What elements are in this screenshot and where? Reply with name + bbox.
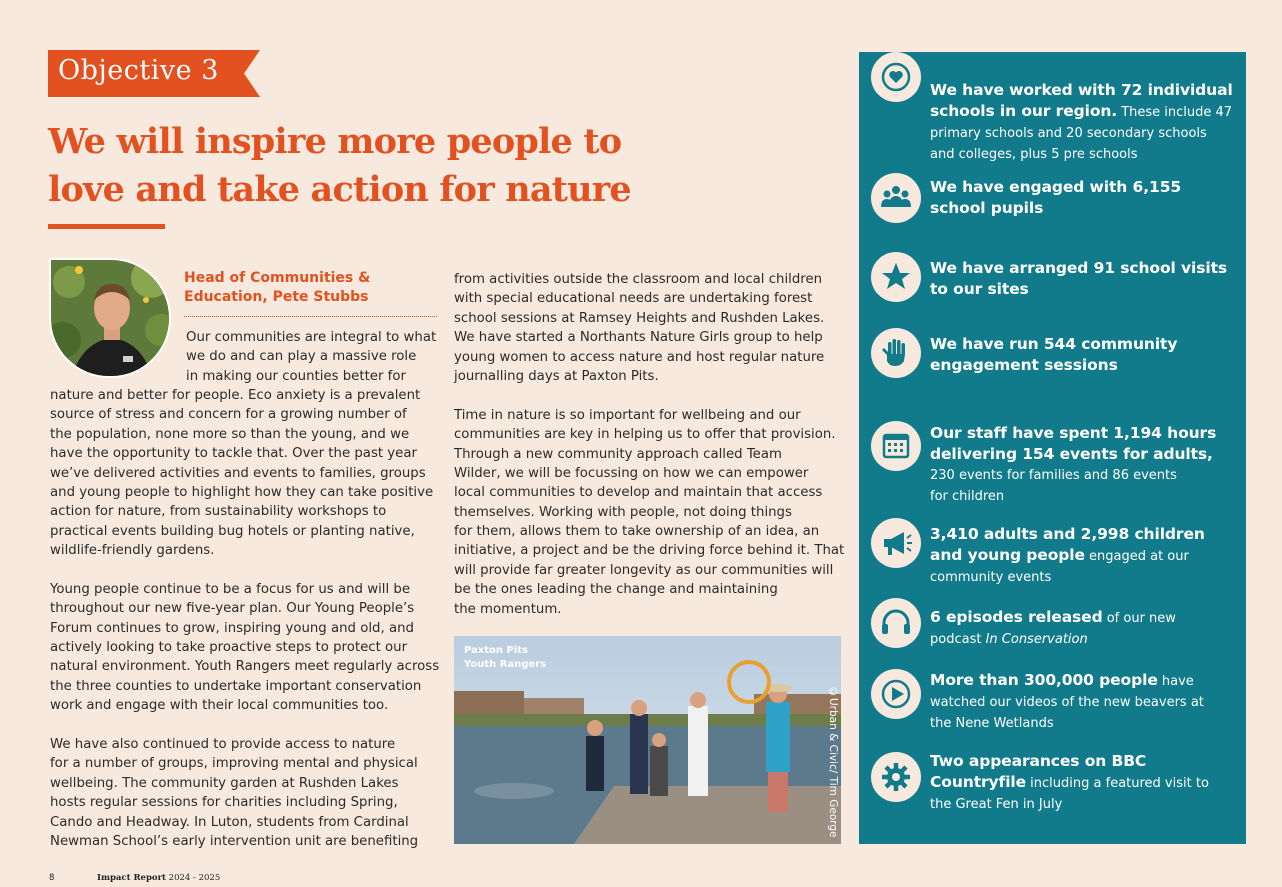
stat-detail: the Nene Wetlands <box>930 716 1054 731</box>
text-line: young women to access nature and host regular nature <box>454 349 825 365</box>
stat-highlight: We have run 544 community <box>930 335 1178 353</box>
text-line: wildlife-friendly gardens. <box>50 543 215 559</box>
stat-detail: for children <box>930 489 1005 504</box>
text-line: natural environment. Youth Rangers meet regularly across <box>50 659 440 675</box>
dotted-divider <box>184 316 437 317</box>
text-line: the population, none more so than the young, and we <box>50 426 410 442</box>
stat-text <box>930 258 1240 299</box>
text-line: Wilder, we will be focussing on how we can empower <box>454 465 809 481</box>
stat-line <box>930 258 1240 279</box>
text-line: Forum continues to grow, inspiring young and old, and <box>50 620 414 636</box>
body-column-right <box>454 270 844 619</box>
stat-line <box>930 628 1240 649</box>
stat-text <box>930 751 1240 814</box>
stat-detail: engaged at our <box>1084 548 1189 564</box>
text-line: We have also continued to provide access to nature <box>50 737 396 753</box>
intro-text <box>186 328 436 386</box>
stat-line <box>930 545 1240 566</box>
text-line: themselves. Working with people, not doing things <box>454 504 792 520</box>
stat-line <box>930 485 1240 506</box>
text-line: and young people to highlight how they can take positive <box>50 484 434 500</box>
text-line: action for nature, from sustainability workshops to <box>50 504 387 520</box>
stat-line <box>930 355 1240 376</box>
role-line: Head of Communities & <box>184 270 371 286</box>
stat-detail: In Conservation <box>985 632 1088 647</box>
text-line: hosts regular sessions for charities including Spring, <box>50 795 398 811</box>
text-line: work and engage with their local communities too. <box>50 698 389 714</box>
gear-icon <box>871 752 921 802</box>
youth-rangers-photo <box>454 636 841 844</box>
stat-highlight: school pupils <box>930 198 1044 217</box>
stat-highlight: and young people <box>930 545 1085 564</box>
people-group-icon <box>871 173 921 223</box>
text-line: actively looking to take proactive steps to protect our <box>50 640 408 656</box>
text-line: be the ones leading the change and maintaining <box>454 582 778 598</box>
stat-line <box>930 334 1240 355</box>
text-line: have the opportunity to tackle that. Over the past year <box>50 446 417 462</box>
text-line: We have started a Northants Nature Girls group to help <box>454 330 823 346</box>
stat-text <box>930 524 1240 587</box>
text-line: practical events building bug hotels or planting native, <box>50 523 415 539</box>
stat-highlight: delivering 154 events for adults, <box>930 444 1213 463</box>
text-line: school sessions at Ramsey Heights and Rushden Lakes. <box>454 310 825 326</box>
stat-detail: have <box>1157 674 1194 689</box>
text-line: from activities outside the classroom and local children <box>454 272 823 287</box>
stat-line <box>930 122 1240 143</box>
report-year: 2024 - 2025 <box>165 873 221 883</box>
text-line: initiative, a project and be the driving force behind it. That <box>454 543 845 559</box>
stat-line <box>930 101 1240 122</box>
text-line: communities are key in helping us to offer that provision. <box>454 427 836 443</box>
stat-line <box>930 524 1240 545</box>
stat-line <box>930 464 1240 485</box>
stat-line <box>930 444 1240 465</box>
text-line: Our communities are integral to what <box>186 330 437 345</box>
calendar-icon <box>871 421 921 471</box>
paragraph-gap <box>50 716 439 735</box>
stat-highlight: 6 episodes released <box>930 608 1103 626</box>
text-line: for a number of groups, improving mental and physical <box>50 756 418 772</box>
stats-panel <box>859 52 1246 844</box>
text-line: we do and can play a massive role <box>186 349 417 365</box>
heart-icon <box>871 52 921 102</box>
stat-detail: primary schools and 20 secondary schools <box>930 125 1207 141</box>
role-line: Education, Pete Stubbs <box>184 289 369 305</box>
stat-line <box>930 177 1240 198</box>
stat-highlight: to our sites <box>930 279 1029 298</box>
stat-detail: These include 47 <box>1117 104 1233 120</box>
report-title <box>97 873 220 883</box>
stat-line <box>930 279 1240 300</box>
page-headline <box>48 118 648 214</box>
report-title-bold: Impact Report <box>97 873 166 883</box>
photo-credit: ©Urban & Civic/ Tim George <box>827 686 839 838</box>
text-line: with special educational needs are undertaking forest <box>454 291 813 307</box>
stat-highlight: Our staff have spent 1,194 hours <box>930 424 1217 442</box>
stat-line <box>930 793 1240 814</box>
author-role <box>184 269 370 307</box>
stat-line <box>930 198 1240 219</box>
headline-line: love and take action for nature <box>48 169 631 210</box>
body-column-left <box>50 386 439 851</box>
text-line: for them, allows them to take ownership of an idea, an <box>454 524 820 540</box>
stat-text <box>930 177 1240 218</box>
stat-line <box>930 143 1240 164</box>
page-number: 8 <box>49 873 55 883</box>
stat-text <box>930 334 1240 375</box>
stat-line <box>930 566 1240 587</box>
stat-text <box>930 423 1240 506</box>
stat-highlight: More than 300,000 people <box>930 671 1158 689</box>
text-line: we’ve delivered activities and events to families, groups <box>50 465 426 481</box>
caption-line: Paxton Pits <box>464 645 528 656</box>
text-line: will provide far greater longevity as our communities will <box>454 562 834 578</box>
stat-detail: and colleges, plus 5 pre schools <box>930 146 1138 162</box>
text-line: the three counties to undertake important conservation <box>50 678 422 694</box>
stat-text <box>930 607 1240 649</box>
stat-highlight: schools in our region. <box>930 101 1118 120</box>
text-line: in making our counties better for <box>186 368 406 384</box>
stat-text <box>930 670 1240 733</box>
text-line: Cando and Headway. In Luton, students from Cardinal <box>50 814 409 830</box>
stat-line <box>930 670 1240 691</box>
stat-line <box>930 423 1240 444</box>
stat-detail: of our new <box>1102 611 1176 626</box>
paragraph-gap <box>50 561 439 580</box>
star-icon <box>871 252 921 302</box>
caption-line: Youth Rangers <box>464 659 547 670</box>
text-line: nature and better for people. Eco anxiety is a prevalent <box>50 388 421 403</box>
text-line: Young people continue to be a focus for us and will be <box>50 581 411 597</box>
stat-highlight: Two appearances on BBC <box>930 752 1147 770</box>
stat-highlight: We have arranged 91 school visits <box>930 259 1228 277</box>
megaphone-icon <box>871 518 921 568</box>
headphones-icon <box>871 598 921 648</box>
play-icon <box>871 669 921 719</box>
photo-caption <box>464 644 546 672</box>
stat-detail: watched our videos of the new beavers at <box>930 695 1204 710</box>
stat-line <box>930 712 1240 733</box>
paragraph-gap <box>454 386 844 405</box>
stat-line <box>930 772 1240 793</box>
stat-detail: podcast <box>930 632 986 647</box>
stat-line <box>930 80 1240 101</box>
text-line: Time in nature is so important for wellbeing and our <box>454 407 801 423</box>
stat-line <box>930 691 1240 712</box>
stat-highlight: We have worked with 72 individual <box>930 81 1233 99</box>
text-line: throughout our new five-year plan. Our Young People’s <box>50 601 415 617</box>
stat-highlight: Countryfile <box>930 772 1027 791</box>
hand-icon <box>871 328 921 378</box>
objective-tag <box>48 50 260 97</box>
stat-detail: the Great Fen in July <box>930 796 1063 812</box>
stat-line <box>930 607 1240 628</box>
text-line: source of stress and concern for a growing number of <box>50 407 407 423</box>
stat-line <box>930 751 1240 772</box>
text-line: Through a new community approach called Team <box>454 446 782 462</box>
objective-label: Objective 3 <box>58 55 219 86</box>
stat-detail: 230 events for families and 86 events <box>930 468 1177 483</box>
stat-highlight: engagement sessions <box>930 355 1118 374</box>
text-line: wellbeing. The community garden at Rushden Lakes <box>50 775 399 791</box>
text-line: journalling days at Paxton Pits. <box>454 368 659 384</box>
stat-detail: community events <box>930 569 1052 585</box>
stat-detail: including a featured visit to <box>1026 775 1209 791</box>
text-line: local communities to develop and maintain that access <box>454 485 823 501</box>
headline-line: We will inspire more people to <box>48 121 622 162</box>
text-line: the momentum. <box>454 601 562 617</box>
stat-highlight: 3,410 adults and 2,998 children <box>930 525 1205 543</box>
text-line: Newman School’s early intervention unit are benefiting <box>50 833 419 849</box>
stat-highlight: We have engaged with 6,155 <box>930 178 1182 196</box>
stat-text <box>930 80 1240 164</box>
headline-underline <box>48 224 165 229</box>
portrait-photo <box>49 258 171 378</box>
